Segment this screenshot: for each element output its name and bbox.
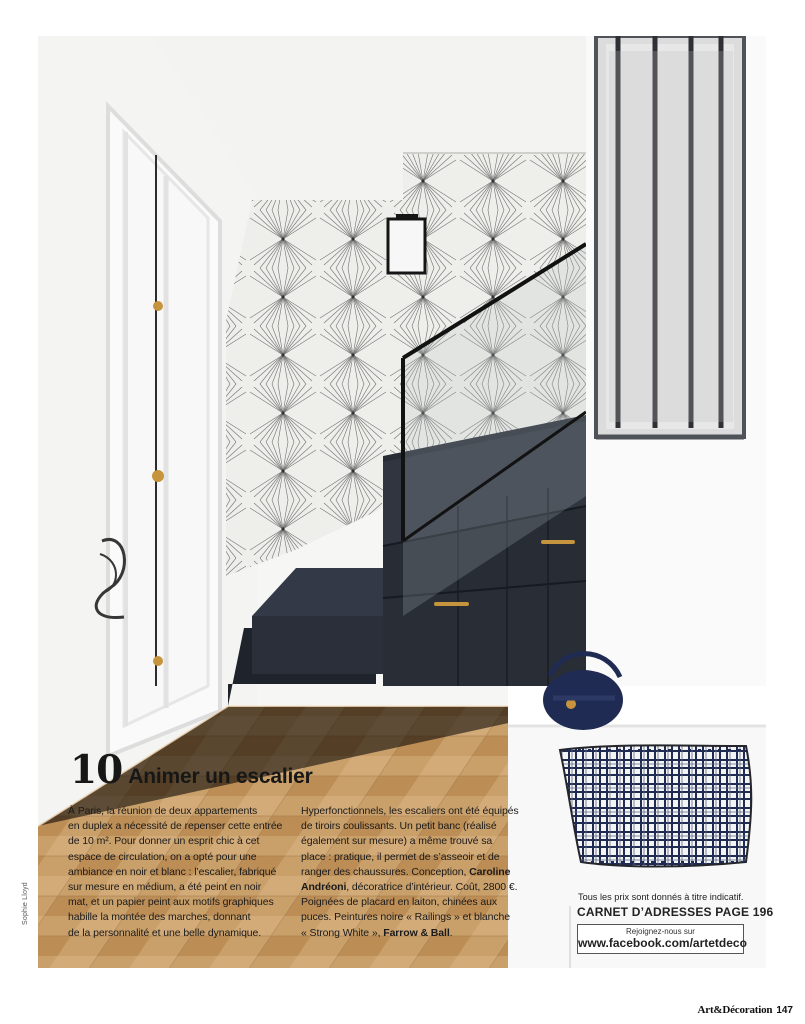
facebook-link-box[interactable] bbox=[577, 924, 747, 954]
photo-credit: Sophie Lloyd bbox=[22, 882, 29, 925]
price-note: Tous les prix sont donnés à titre indicatif. bbox=[578, 892, 744, 902]
feature-title bbox=[70, 747, 313, 793]
article-left-column: À Paris, la réunion de deux appartements en duplex a nécessité de repenser cette entrée de 10 m². Pour donner un esprit chic à cet espace de circulation, on a opté pour une ambiance en noir et blanc : l’escalier, fabriqué sur mesure en médium, a été peint en noir mat, et un papier peint aux motifs graphiques habille la montée des marches, donnant de la personnalité et une belle dynamique. bbox=[68, 805, 283, 939]
paint-brand: Farrow & Ball bbox=[383, 926, 450, 939]
feature-heading: Animer un escalier bbox=[128, 765, 313, 788]
designer-name: Caroline Andréoni bbox=[301, 865, 511, 894]
address-page-link: CARNET D’ADRESSES PAGE 196 bbox=[577, 905, 774, 919]
article-text-part-1: Hyperfonctionnels, les escaliers ont été équipés de tiroirs coulissants. Un petit banc (réalisé également sur mesure) a même trouvé sa place : pratique, il permet de s’asseoir et de ranger des chaussures. Conception, bbox=[301, 805, 519, 878]
magazine-name: Art&Décoration bbox=[697, 1004, 773, 1016]
magazine-footer bbox=[698, 1004, 793, 1016]
page-number: 147 bbox=[776, 1005, 793, 1016]
feature-number: 10 bbox=[70, 747, 123, 793]
article-text-part-2: , décoratrice d’intérieur. Coût, 2800 €. Poignées de placard en laiton, chinées aux puces. Peintures noire « Railings » et blanche « Strong White », bbox=[301, 881, 518, 939]
article-text-part-3: . bbox=[449, 926, 453, 939]
facebook-intro: Rejoignez-nous sur bbox=[626, 927, 695, 936]
article-right-column bbox=[301, 804, 526, 941]
facebook-url[interactable]: www.facebook.com/artetdeco bbox=[578, 936, 747, 950]
